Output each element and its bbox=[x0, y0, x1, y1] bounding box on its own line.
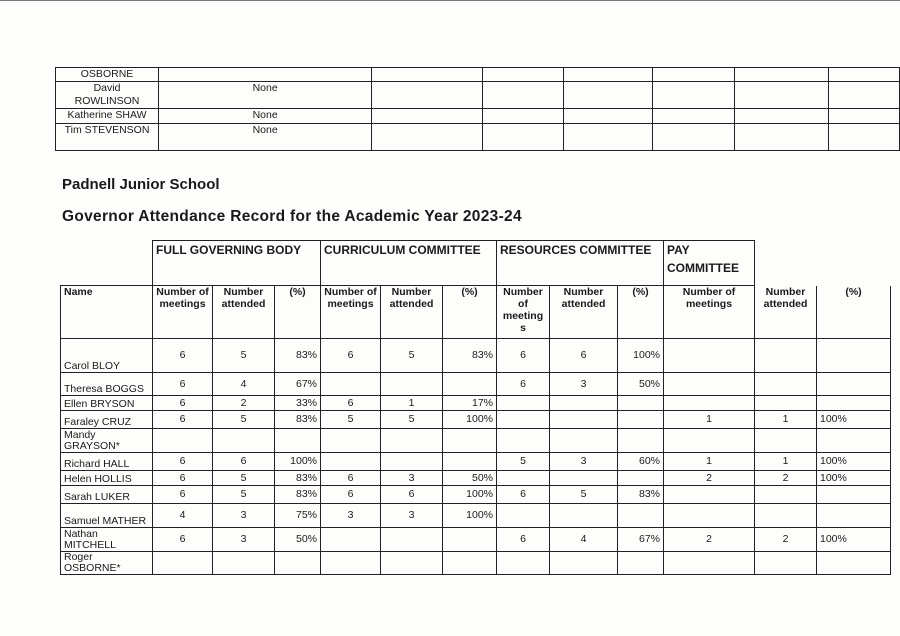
res-attended-cell bbox=[550, 411, 618, 429]
table-row bbox=[61, 411, 891, 429]
fgb-meetings-cell: 4 bbox=[153, 504, 213, 528]
empty-cell bbox=[828, 82, 899, 109]
cur-meetings-cell: 6 bbox=[321, 486, 381, 504]
pay-percent-cell bbox=[817, 396, 891, 411]
res-meetings-cell bbox=[497, 471, 550, 486]
governor-name-cell: Tim STEVENSON bbox=[56, 124, 159, 151]
governor-name-cell: Katherine SHAW bbox=[56, 109, 159, 124]
cur-meetings-cell bbox=[321, 453, 381, 471]
fgb-percent-cell: 83% bbox=[275, 471, 321, 486]
group-header-blank-right bbox=[755, 241, 891, 286]
res-meetings-cell bbox=[497, 429, 550, 453]
interests-cell: None bbox=[159, 109, 372, 124]
pay-attended-cell bbox=[755, 504, 817, 528]
cur-percent-header: (%) bbox=[443, 286, 497, 339]
fgb-percent-cell bbox=[275, 552, 321, 575]
pay-attended-cell bbox=[755, 373, 817, 396]
pay-attended-cell bbox=[755, 396, 817, 411]
governor-name-cell: Faraley CRUZ bbox=[61, 411, 153, 429]
fgb-meetings-cell: 6 bbox=[153, 339, 213, 373]
fgb-attended-cell: 3 bbox=[213, 528, 275, 552]
pay-attended-header: Number attended bbox=[755, 286, 817, 339]
fgb-meetings-cell: 6 bbox=[153, 453, 213, 471]
res-attended-cell bbox=[550, 504, 618, 528]
cur-meetings-cell: 6 bbox=[321, 339, 381, 373]
cur-percent-cell: 100% bbox=[443, 504, 497, 528]
fgb-attended-cell: 5 bbox=[213, 471, 275, 486]
attendance-table bbox=[60, 240, 891, 575]
fgb-attended-cell: 3 bbox=[213, 504, 275, 528]
fgb-meetings-cell: 6 bbox=[153, 471, 213, 486]
res-percent-cell bbox=[618, 429, 664, 453]
res-meetings-cell bbox=[497, 411, 550, 429]
governor-name-cell: Richard HALL bbox=[61, 453, 153, 471]
fgb-meetings-cell: 6 bbox=[153, 411, 213, 429]
group-header-row bbox=[61, 241, 891, 286]
fgb-meetings-header: Number of meetings bbox=[153, 286, 213, 339]
empty-cell bbox=[563, 109, 652, 124]
interests-row bbox=[56, 109, 900, 124]
governor-name-cell: Mandy GRAYSON* bbox=[61, 429, 153, 453]
cur-percent-cell: 17% bbox=[443, 396, 497, 411]
res-percent-cell bbox=[618, 411, 664, 429]
res-attended-cell: 3 bbox=[550, 373, 618, 396]
cur-percent-cell bbox=[443, 373, 497, 396]
governor-name-cell: Carol BLOY bbox=[61, 339, 153, 373]
group-header-resources: RESOURCES COMMITTEE bbox=[497, 241, 664, 286]
empty-cell bbox=[482, 124, 563, 151]
fgb-attended-cell: 5 bbox=[213, 339, 275, 373]
res-attended-header: Number attended bbox=[550, 286, 618, 339]
fgb-meetings-cell bbox=[153, 552, 213, 575]
pay-attended-cell: 1 bbox=[755, 411, 817, 429]
table-row bbox=[61, 339, 891, 373]
res-meetings-cell: 6 bbox=[497, 373, 550, 396]
interests-row bbox=[56, 68, 900, 82]
governor-name-cell: Roger OSBORNE* bbox=[61, 552, 153, 575]
pay-meetings-header: Number of meetings bbox=[664, 286, 755, 339]
pay-attended-cell bbox=[755, 339, 817, 373]
empty-cell bbox=[482, 68, 563, 82]
pay-meetings-cell: 1 bbox=[664, 453, 755, 471]
name-header: Name bbox=[61, 286, 153, 339]
empty-cell bbox=[653, 82, 735, 109]
pay-attended-cell: 1 bbox=[755, 453, 817, 471]
empty-cell bbox=[734, 124, 828, 151]
cur-attended-cell bbox=[381, 373, 443, 396]
governor-name-cell: Samuel MATHER bbox=[61, 504, 153, 528]
res-attended-cell bbox=[550, 471, 618, 486]
fgb-attended-cell: 6 bbox=[213, 453, 275, 471]
pay-percent-cell bbox=[817, 339, 891, 373]
fgb-meetings-cell bbox=[153, 429, 213, 453]
interests-table bbox=[55, 67, 900, 151]
governor-name-cell: David ROWLINSON bbox=[56, 82, 159, 109]
cur-attended-cell bbox=[381, 453, 443, 471]
cur-percent-cell bbox=[443, 552, 497, 575]
pay-percent-cell bbox=[817, 486, 891, 504]
cur-attended-cell: 3 bbox=[381, 504, 443, 528]
res-percent-cell bbox=[618, 471, 664, 486]
pay-percent-cell bbox=[817, 552, 891, 575]
empty-cell bbox=[372, 82, 483, 109]
empty-cell bbox=[828, 109, 899, 124]
interests-cell bbox=[159, 68, 372, 82]
cur-attended-cell: 6 bbox=[381, 486, 443, 504]
interests-cell: None bbox=[159, 124, 372, 151]
cur-meetings-cell: 5 bbox=[321, 411, 381, 429]
res-attended-cell: 6 bbox=[550, 339, 618, 373]
cur-attended-cell: 1 bbox=[381, 396, 443, 411]
cur-attended-cell bbox=[381, 552, 443, 575]
cur-percent-cell bbox=[443, 453, 497, 471]
table-row bbox=[61, 552, 891, 575]
group-header-blank bbox=[61, 241, 153, 286]
pay-attended-cell bbox=[755, 552, 817, 575]
fgb-percent-cell: 100% bbox=[275, 453, 321, 471]
empty-cell bbox=[482, 109, 563, 124]
fgb-meetings-cell: 6 bbox=[153, 486, 213, 504]
table-row bbox=[61, 429, 891, 453]
res-percent-header: (%) bbox=[618, 286, 664, 339]
pay-meetings-cell: 2 bbox=[664, 528, 755, 552]
pay-percent-cell: 100% bbox=[817, 471, 891, 486]
fgb-attended-cell: 2 bbox=[213, 396, 275, 411]
fgb-percent-cell: 83% bbox=[275, 339, 321, 373]
empty-cell bbox=[563, 82, 652, 109]
pay-meetings-cell: 1 bbox=[664, 411, 755, 429]
fgb-attended-cell bbox=[213, 552, 275, 575]
empty-cell bbox=[372, 109, 483, 124]
pay-meetings-cell bbox=[664, 396, 755, 411]
pay-meetings-cell bbox=[664, 429, 755, 453]
table-row bbox=[61, 486, 891, 504]
empty-cell bbox=[734, 109, 828, 124]
table-row bbox=[61, 528, 891, 552]
pay-meetings-cell bbox=[664, 552, 755, 575]
group-header-fgb: FULL GOVERNING BODY bbox=[153, 241, 321, 286]
res-percent-cell: 67% bbox=[618, 528, 664, 552]
empty-cell bbox=[372, 124, 483, 151]
cur-meetings-cell bbox=[321, 552, 381, 575]
pay-percent-cell bbox=[817, 504, 891, 528]
interests-row bbox=[56, 124, 900, 151]
page-top-rule bbox=[0, 0, 900, 3]
cur-meetings-cell bbox=[321, 429, 381, 453]
res-attended-cell: 4 bbox=[550, 528, 618, 552]
cur-percent-cell: 100% bbox=[443, 411, 497, 429]
school-name: Padnell Junior School bbox=[62, 176, 220, 193]
empty-cell bbox=[828, 124, 899, 151]
table-row bbox=[61, 373, 891, 396]
res-meetings-header: Number of meeting s bbox=[497, 286, 550, 339]
cur-attended-cell bbox=[381, 429, 443, 453]
res-percent-cell: 100% bbox=[618, 339, 664, 373]
group-header-curriculum: CURRICULUM COMMITTEE bbox=[321, 241, 497, 286]
pay-meetings-cell bbox=[664, 339, 755, 373]
res-meetings-cell: 6 bbox=[497, 528, 550, 552]
res-meetings-cell: 5 bbox=[497, 453, 550, 471]
fgb-percent-cell: 83% bbox=[275, 486, 321, 504]
record-title: Governor Attendance Record for the Academic Year 2023-24 bbox=[62, 208, 522, 225]
fgb-percent-cell: 67% bbox=[275, 373, 321, 396]
attendance-table-body bbox=[61, 339, 891, 575]
fgb-percent-header: (%) bbox=[275, 286, 321, 339]
cur-attended-cell: 3 bbox=[381, 471, 443, 486]
empty-cell bbox=[734, 82, 828, 109]
governor-name-cell: Helen HOLLIS bbox=[61, 471, 153, 486]
cur-attended-cell bbox=[381, 528, 443, 552]
pay-percent-header: (%) bbox=[817, 286, 891, 339]
pay-percent-cell: 100% bbox=[817, 528, 891, 552]
fgb-attended-cell: 5 bbox=[213, 486, 275, 504]
empty-cell bbox=[734, 68, 828, 82]
table-row bbox=[61, 471, 891, 486]
interests-row bbox=[56, 82, 900, 109]
res-percent-cell bbox=[618, 552, 664, 575]
pay-percent-cell bbox=[817, 429, 891, 453]
cur-attended-header: Number attended bbox=[381, 286, 443, 339]
fgb-attended-cell: 5 bbox=[213, 411, 275, 429]
res-meetings-cell: 6 bbox=[497, 486, 550, 504]
fgb-percent-cell: 33% bbox=[275, 396, 321, 411]
fgb-percent-cell: 75% bbox=[275, 504, 321, 528]
pay-meetings-cell bbox=[664, 486, 755, 504]
pay-percent-cell: 100% bbox=[817, 411, 891, 429]
pay-percent-cell bbox=[817, 373, 891, 396]
fgb-percent-cell: 50% bbox=[275, 528, 321, 552]
empty-cell bbox=[653, 109, 735, 124]
fgb-meetings-cell: 6 bbox=[153, 396, 213, 411]
cur-meetings-cell bbox=[321, 528, 381, 552]
res-attended-cell bbox=[550, 429, 618, 453]
empty-cell bbox=[563, 68, 652, 82]
res-percent-cell: 50% bbox=[618, 373, 664, 396]
cur-percent-cell: 50% bbox=[443, 471, 497, 486]
fgb-attended-cell: 4 bbox=[213, 373, 275, 396]
pay-percent-cell: 100% bbox=[817, 453, 891, 471]
governor-name-cell: OSBORNE bbox=[56, 68, 159, 82]
group-header-pay: PAY COMMITTEE bbox=[664, 241, 755, 286]
pay-meetings-cell bbox=[664, 504, 755, 528]
empty-cell bbox=[563, 124, 652, 151]
res-percent-cell: 60% bbox=[618, 453, 664, 471]
empty-cell bbox=[653, 124, 735, 151]
pay-meetings-cell: 2 bbox=[664, 471, 755, 486]
cur-percent-cell: 83% bbox=[443, 339, 497, 373]
cur-meetings-cell bbox=[321, 373, 381, 396]
pay-attended-cell bbox=[755, 429, 817, 453]
fgb-percent-cell bbox=[275, 429, 321, 453]
governor-name-cell: Sarah LUKER bbox=[61, 486, 153, 504]
fgb-attended-header: Number attended bbox=[213, 286, 275, 339]
res-attended-cell: 5 bbox=[550, 486, 618, 504]
sub-header-row bbox=[61, 286, 891, 339]
fgb-attended-cell bbox=[213, 429, 275, 453]
res-attended-cell: 3 bbox=[550, 453, 618, 471]
empty-cell bbox=[372, 68, 483, 82]
pay-attended-cell: 2 bbox=[755, 471, 817, 486]
res-meetings-cell bbox=[497, 504, 550, 528]
governor-name-cell: Ellen BRYSON bbox=[61, 396, 153, 411]
cur-meetings-cell: 6 bbox=[321, 471, 381, 486]
cur-meetings-cell: 3 bbox=[321, 504, 381, 528]
interests-cell: None bbox=[159, 82, 372, 109]
res-attended-cell bbox=[550, 552, 618, 575]
res-attended-cell bbox=[550, 396, 618, 411]
cur-meetings-cell: 6 bbox=[321, 396, 381, 411]
cur-attended-cell: 5 bbox=[381, 339, 443, 373]
governor-name-cell: Theresa BOGGS bbox=[61, 373, 153, 396]
res-percent-cell bbox=[618, 504, 664, 528]
res-percent-cell bbox=[618, 396, 664, 411]
interests-table-body bbox=[56, 68, 900, 151]
fgb-meetings-cell: 6 bbox=[153, 373, 213, 396]
cur-percent-cell bbox=[443, 429, 497, 453]
fgb-meetings-cell: 6 bbox=[153, 528, 213, 552]
empty-cell bbox=[482, 82, 563, 109]
res-meetings-cell bbox=[497, 396, 550, 411]
empty-cell bbox=[653, 68, 735, 82]
cur-percent-cell bbox=[443, 528, 497, 552]
table-row bbox=[61, 396, 891, 411]
table-row bbox=[61, 504, 891, 528]
pay-attended-cell: 2 bbox=[755, 528, 817, 552]
cur-attended-cell: 5 bbox=[381, 411, 443, 429]
cur-percent-cell: 100% bbox=[443, 486, 497, 504]
empty-cell bbox=[828, 68, 899, 82]
res-meetings-cell bbox=[497, 552, 550, 575]
res-percent-cell: 83% bbox=[618, 486, 664, 504]
res-meetings-cell: 6 bbox=[497, 339, 550, 373]
table-row bbox=[61, 453, 891, 471]
fgb-percent-cell: 83% bbox=[275, 411, 321, 429]
pay-meetings-cell bbox=[664, 373, 755, 396]
pay-attended-cell bbox=[755, 486, 817, 504]
governor-name-cell: Nathan MITCHELL bbox=[61, 528, 153, 552]
cur-meetings-header: Number of meetings bbox=[321, 286, 381, 339]
